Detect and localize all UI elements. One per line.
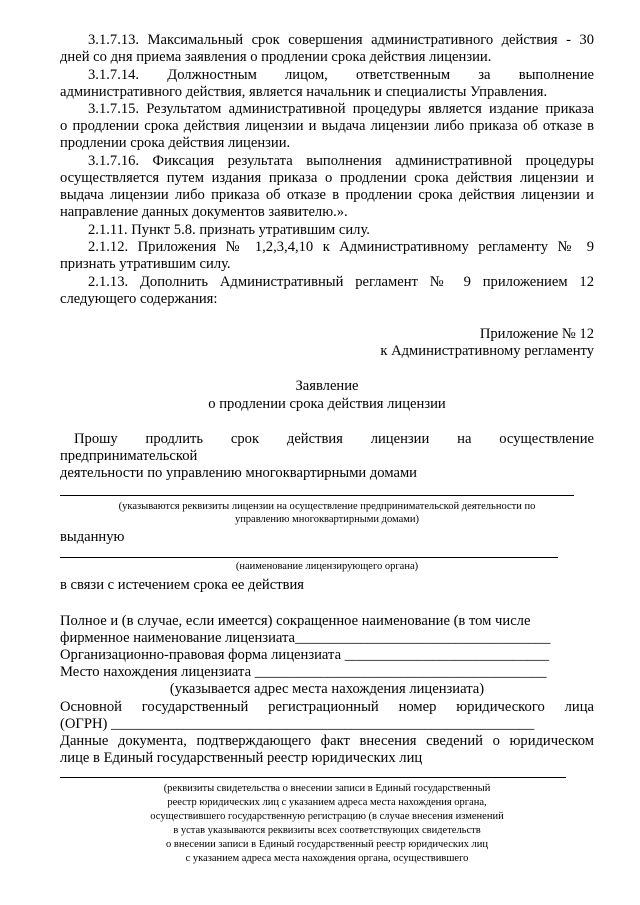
- registry-docs-note-line-1: (реквизиты свидетельства о внесении записи в Единый государственный: [163, 783, 491, 794]
- paragraph-3-1-7-13-line-2: дней со дня приема заявления о продлении срока действия лицензии.: [60, 49, 492, 65]
- expiration-reason: в связи с истечением срока ее действия: [60, 577, 305, 593]
- appendix-reference: к Административному регламенту: [380, 343, 594, 359]
- issued-label: выданную: [60, 529, 125, 545]
- licensing-authority-note: (наименование лицензирующего органа): [235, 561, 419, 572]
- paragraph-3-1-7-16-line-3: выдача лицензии либо приказа об отказе в продлении срока действия лицензии и: [60, 187, 594, 203]
- paragraph-3-1-7-16-line-2: осуществляется путем издания приказа о продлении срока действия лицензии и: [60, 170, 594, 186]
- paragraph-2-1-13-line-1: 2.1.13. Дополнить Административный регламент № 9 приложением 12: [88, 274, 594, 290]
- paragraph-3-1-7-13-line-1: 3.1.7.13. Максимальный срок совершения административного действия - 30: [88, 32, 594, 48]
- paragraph-3-1-7-16-line-1: 3.1.7.16. Фиксация результата выполнения административной процедуры: [88, 153, 594, 169]
- legal-form-line: Организационно-правовая форма лицензиата ____________________________: [60, 647, 550, 663]
- form-title: Заявление: [295, 378, 359, 394]
- appendix-number: Приложение № 12: [479, 326, 594, 342]
- registry-docs-note-line-4: в устав указываются реквизиты всех соответствующих свидетельств: [173, 825, 481, 836]
- registry-docs-note-line-3: осуществившего государственную регистрацию (в случае внесения изменений: [150, 811, 504, 822]
- request-line-3: деятельности по управлению многоквартирными домами: [60, 465, 417, 481]
- registry-docs-line-2: лице в Единый государственный реестр юридических лиц: [60, 750, 423, 766]
- paragraph-3-1-7-14-line-1: 3.1.7.14. Должностным лицом, ответственным за выполнение: [88, 67, 594, 83]
- paragraph-3-1-7-16-line-4: направление данных документов заявителю.».: [60, 204, 348, 220]
- location-note: (указывается адрес места нахождения лицензиата): [169, 681, 485, 697]
- registry-docs-line-1: Данные документа, подтверждающего факт внесения сведений о юридическом: [60, 733, 594, 749]
- location-line: Место нахождения лицензиата ________________________________________: [60, 664, 547, 680]
- paragraph-2-1-12-line-2: признать утратившим силу.: [60, 256, 231, 272]
- registry-docs-note-line-5: о внесении записи в Единый государственный реестр юридических лиц: [166, 839, 488, 850]
- request-line-1: Прошу продлить срок действия лицензии на осуществление: [74, 431, 594, 447]
- registry-docs-blank-line: [60, 777, 566, 778]
- full-name-line-1: Полное и (в случае, если имеется) сокращенное наименование (в том числе: [60, 613, 531, 629]
- registry-docs-note-line-2: реестр юридических лиц с указанием адреса места нахождения органа,: [167, 797, 487, 808]
- full-name-line-2: фирменное наименование лицензиата___________________________________: [60, 630, 551, 646]
- paragraph-3-1-7-15-line-2: о продлении срока действия лицензии и выдача лицензии либо приказа об отказе в: [60, 118, 594, 134]
- paragraph-2-1-11: 2.1.11. Пункт 5.8. признать утратившим силу.: [88, 222, 370, 238]
- paragraph-2-1-13-line-2: следующего содержания:: [60, 291, 218, 307]
- ogrn-line-1: Основной государственный регистрационный номер юридического лица: [60, 699, 594, 715]
- paragraph-2-1-12-line-1: 2.1.12. Приложения № 1,2,3,4,10 к Административному регламенту № 9: [88, 239, 594, 255]
- license-details-note-line-2: управлению многоквартирными домами): [234, 514, 420, 525]
- request-line-2: предпринимательской: [60, 448, 198, 464]
- registry-docs-note-line-6: с указанием адреса места нахождения органа, осуществившего: [185, 853, 469, 864]
- form-subtitle: о продлении срока действия лицензии: [208, 396, 446, 412]
- licensing-authority-blank-line: [60, 557, 558, 558]
- paragraph-3-1-7-15-line-1: 3.1.7.15. Результатом административной процедуры является издание приказа: [88, 101, 594, 117]
- license-details-blank-line: [60, 495, 574, 496]
- license-details-note-line-1: (указываются реквизиты лицензии на осуществление предпринимательской деятельности по: [118, 501, 536, 512]
- paragraph-3-1-7-14-line-2: административного действия, является начальник и специалисты Управления.: [60, 84, 548, 100]
- ogrn-line-2: (ОГРН) __________________________________________________________: [60, 716, 535, 732]
- paragraph-3-1-7-15-line-3: продлении срока действия лицензии.: [60, 135, 291, 151]
